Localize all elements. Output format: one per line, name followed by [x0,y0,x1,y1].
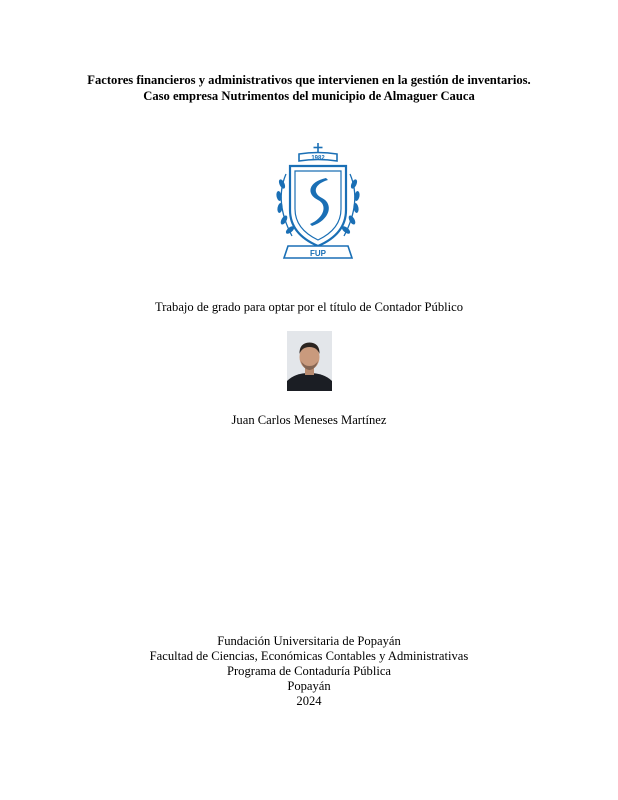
document-title-line-2: Caso empresa Nutrimentos del municipio de Almaguer Cauca [143,89,475,103]
cross-icon [314,143,323,152]
degree-purpose: Trabajo de grado para optar por el título de Contador Público [154,300,463,314]
city: Popayán [287,679,331,693]
fup-logo [268,142,368,264]
institution-name: Fundación Universitaria de Popayán [217,634,401,648]
logo-year: 1982 [311,155,325,162]
year: 2024 [296,694,322,708]
author-photo [287,331,332,391]
author-name: Juan Carlos Meneses Martínez [231,413,387,427]
institution-footer [0,634,618,709]
faculty-name: Facultad de Ciencias, Económicas Contables y Administrativas [149,649,469,663]
program-name: Programa de Contaduría Pública [226,664,392,678]
document-title-line-1: Factores financieros y administrativos que intervienen en la gestión de inventarios. [87,73,531,87]
logo-acronym: FUP [310,249,326,258]
